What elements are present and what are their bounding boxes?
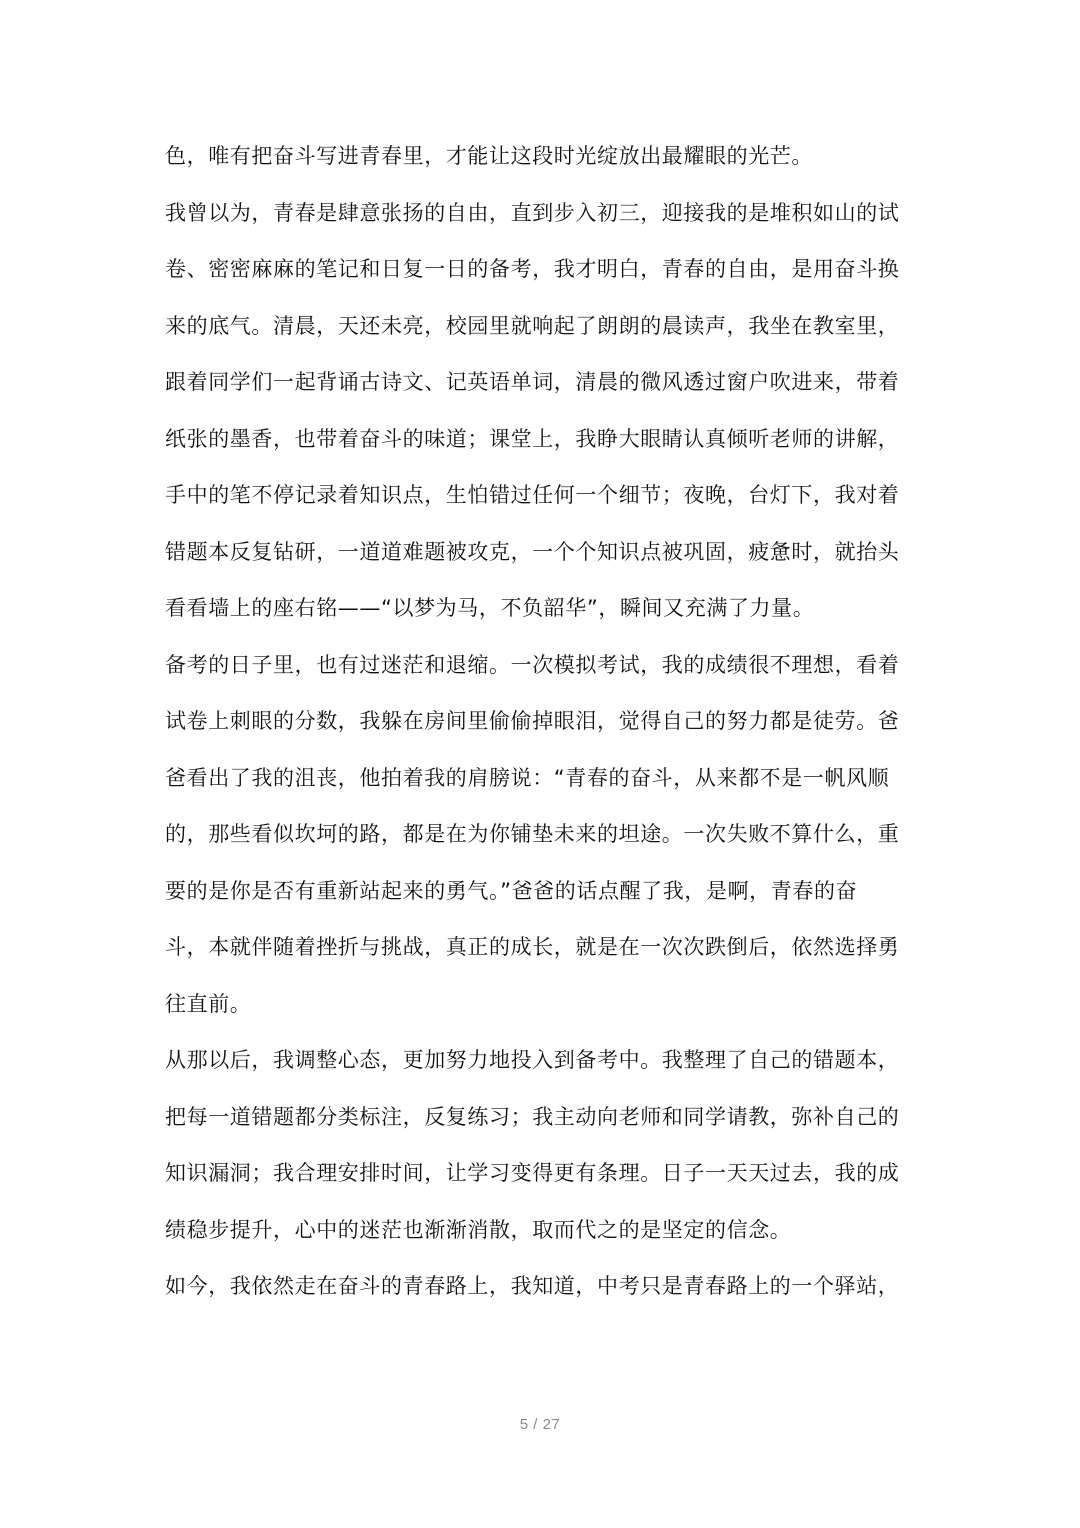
text-line: 爸看出了我的沮丧，他拍着我的肩膀说：“青春的奋斗，从来都不是一帆风顺 bbox=[165, 765, 890, 790]
text-line: 手中的笔不停记录着知识点，生怕错过任何一个细节；夜晚，台灯下，我对着 bbox=[165, 483, 900, 507]
text-line: 要的是你是否有重新站起来的勇气。”爸爸的话点醒了我，是啊，青春的奋 bbox=[165, 878, 858, 903]
paragraph-1 bbox=[165, 128, 915, 185]
text-line: 从那以后，我调整心态，更加努力地投入到备考中。我整理了自己的错题本， bbox=[165, 1048, 900, 1072]
text-line: 往直前。 bbox=[165, 991, 252, 1016]
text-line: 绩稳步提升，心中的迷茫也渐渐消散，取而代之的是坚定的信念。 bbox=[165, 1217, 792, 1242]
text-line: 知识漏洞；我合理安排时间，让学习变得更有条理。日子一天天过去，我的成 bbox=[165, 1161, 900, 1185]
text-line: 纸张的墨香，也带着奋斗的味道；课堂上，我睁大眼睛认真倾听老师的讲解， bbox=[165, 426, 900, 451]
paragraph-3 bbox=[165, 637, 915, 1033]
paragraph-5 bbox=[165, 1258, 915, 1315]
text-line: 来的底气。清晨，天还未亮，校园里就响起了朗朗的晨读声，我坐在教室里， bbox=[165, 313, 900, 338]
text-line: 跟着同学们一起背诵古诗文、记英语单词，清晨的微风透过窗户吹进来，带着 bbox=[165, 370, 900, 394]
body-text bbox=[165, 128, 915, 1315]
text-line: 试卷上刺眼的分数，我躲在房间里偷偷掉眼泪，觉得自己的努力都是徒劳。爸 bbox=[165, 709, 900, 733]
text-line: 的，那些看似坎坷的路，都是在为你铺垫未来的坦途。一次失败不算什么，重 bbox=[165, 822, 900, 846]
text-line: 如今，我依然走在奋斗的青春路上，我知道，中考只是青春路上的一个驿站， bbox=[165, 1274, 900, 1298]
text-line: 把每一道错题都分类标注，反复练习；我主动向老师和同学请教，弥补自己的 bbox=[165, 1104, 900, 1129]
text-line: 备考的日子里，也有过迷茫和退缩。一次模拟考试，我的成绩很不理想，看着 bbox=[165, 652, 900, 677]
paragraph-4 bbox=[165, 1032, 915, 1258]
text-line: 斗，本就伴随着挫折与挑战，真正的成长，就是在一次次跌倒后，依然选择勇 bbox=[165, 935, 900, 959]
page-number: 5 / 27 bbox=[519, 1416, 561, 1433]
text-line: 卷、密密麻麻的笔记和日复一日的备考，我才明白，青春的自由，是用奋斗换 bbox=[165, 257, 900, 281]
text-line: 看看墙上的座右铭——“以梦为马，不负韶华”，瞬间又充满了力量。 bbox=[165, 596, 815, 620]
paragraph-2 bbox=[165, 185, 915, 637]
text-line: 色，唯有把奋斗写进青春里，才能让这段时光绽放出最耀眼的光芒。 bbox=[165, 144, 813, 168]
text-line: 我曾以为，青春是肆意张扬的自由，直到步入初三，迎接我的是堆积如山的试 bbox=[165, 200, 900, 225]
text-line: 错题本反复钻研，一道道难题被攻克，一个个知识点被巩固，疲惫时，就抬头 bbox=[165, 539, 900, 564]
